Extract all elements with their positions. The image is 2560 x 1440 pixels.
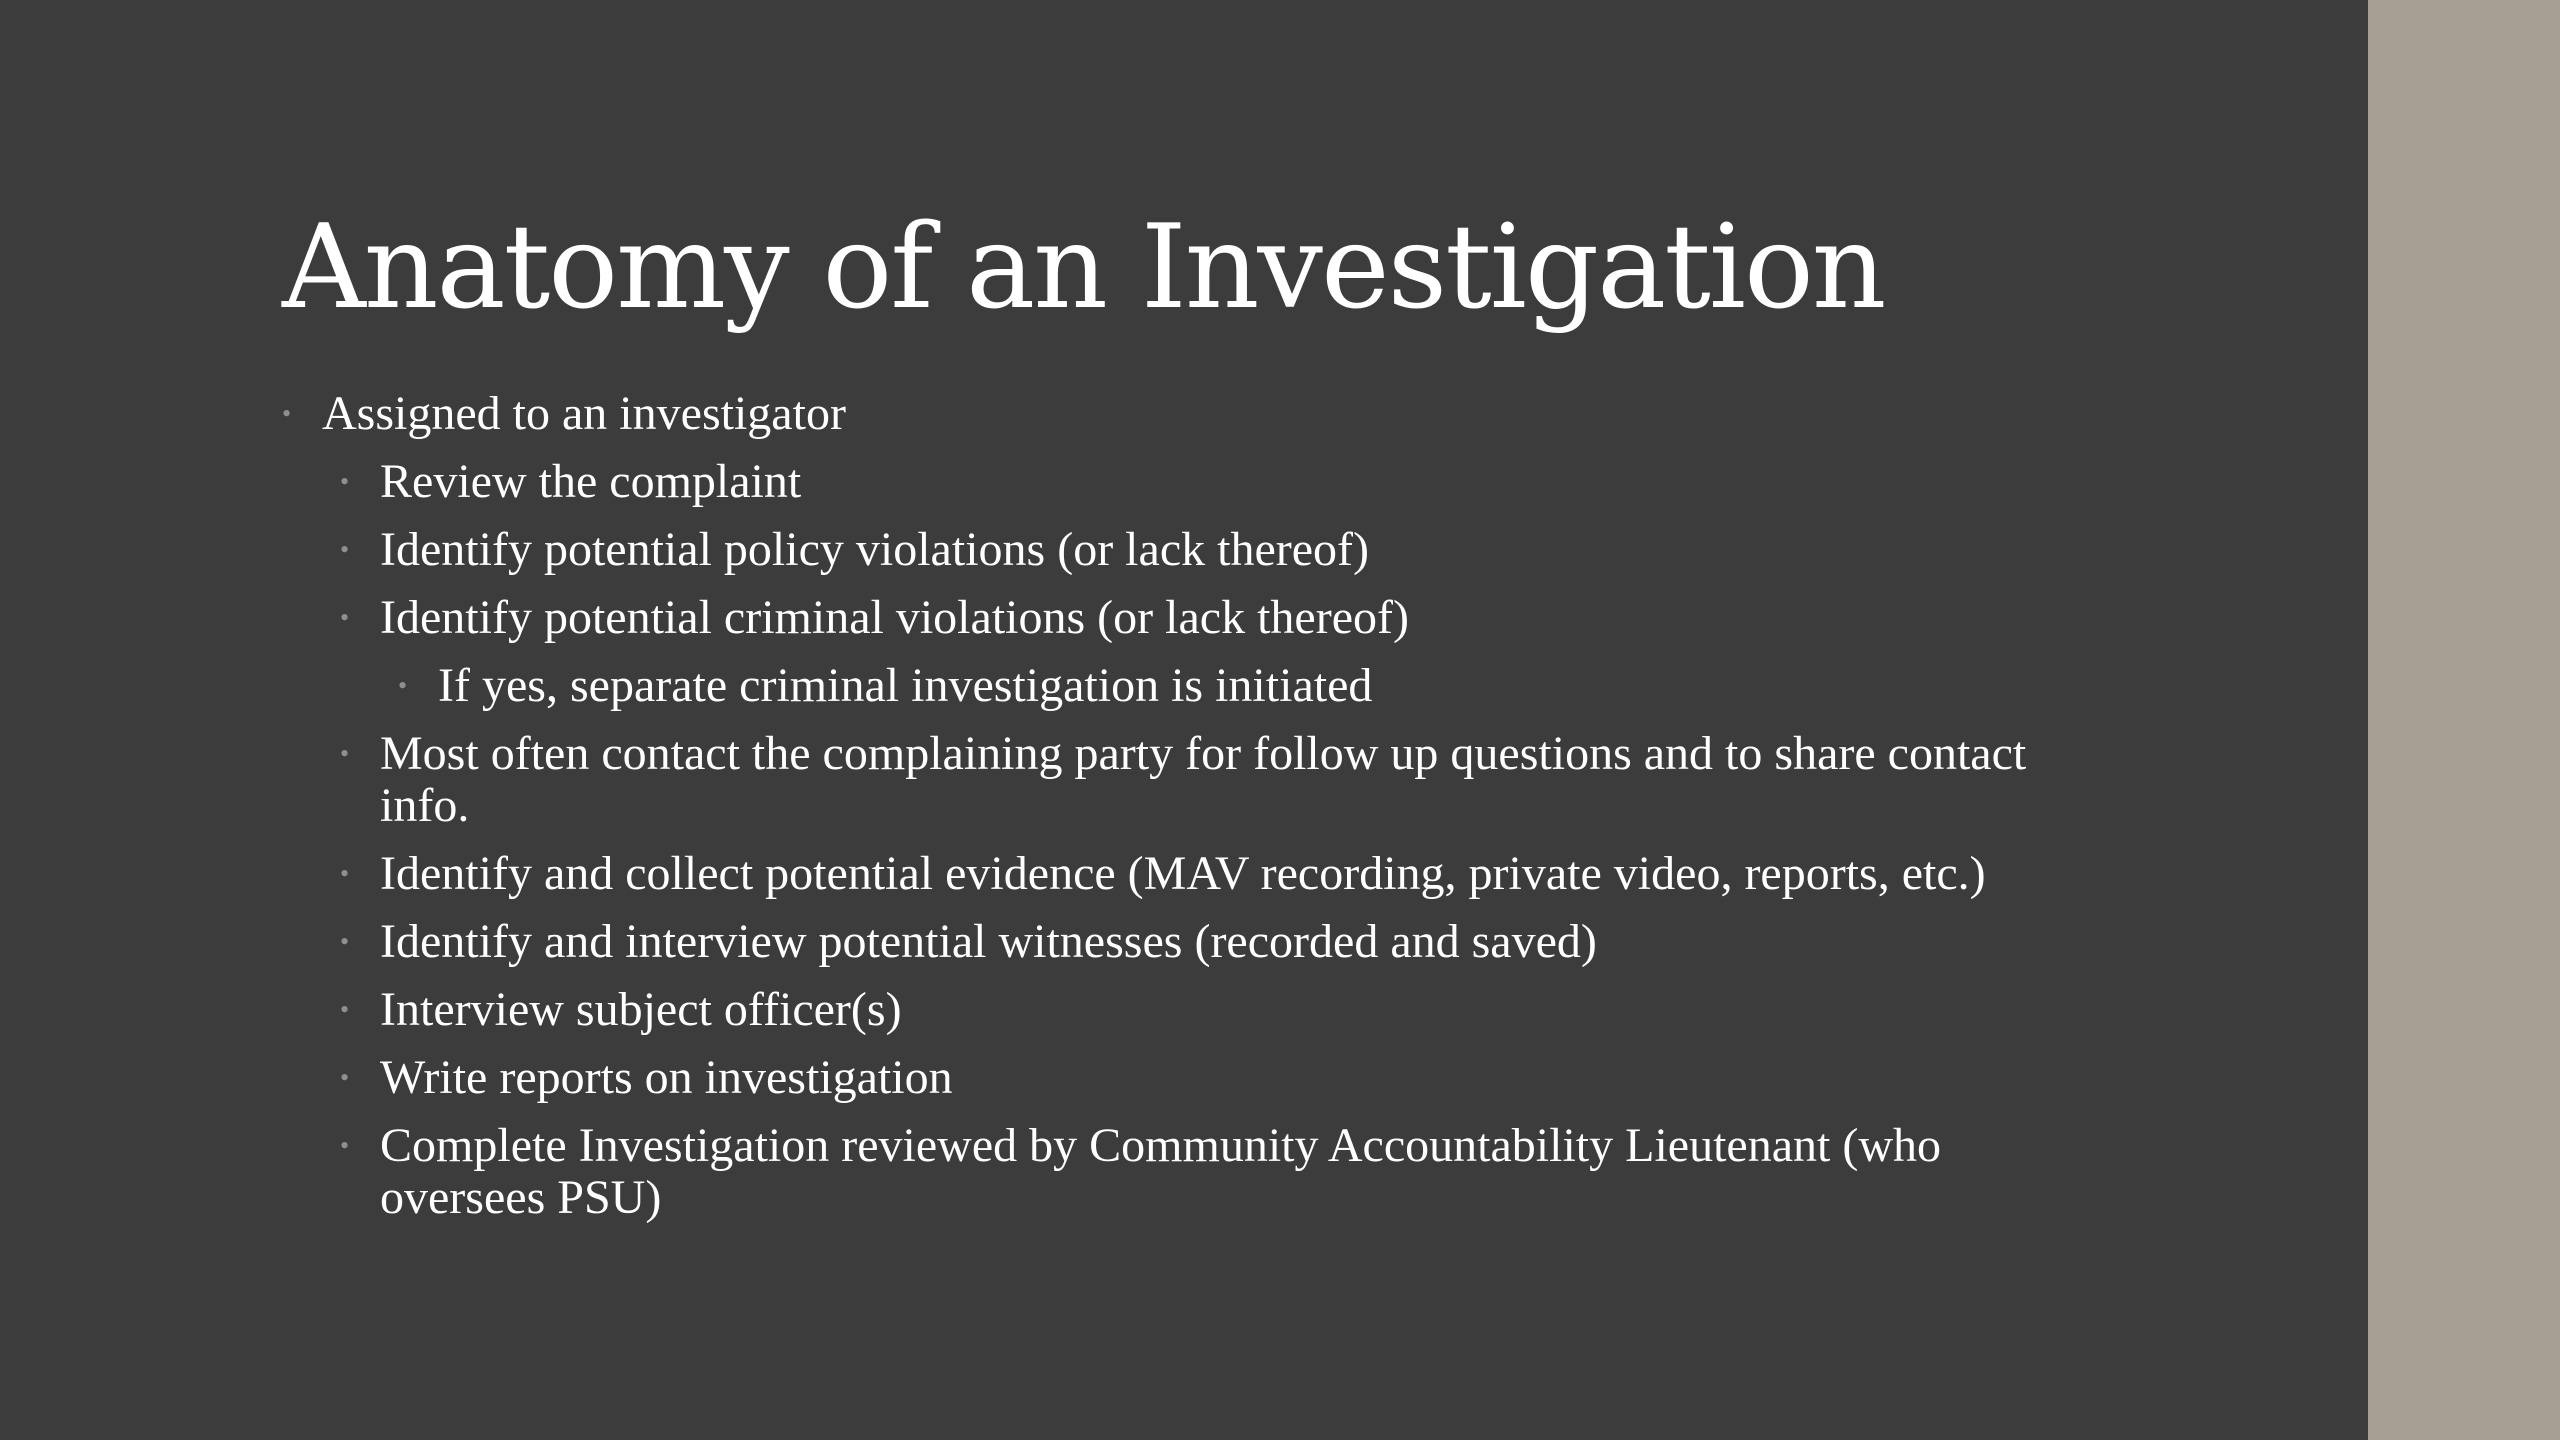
bullet-item bbox=[282, 388, 2102, 440]
bullet-dot-icon: • bbox=[340, 927, 350, 956]
bullet-item bbox=[282, 592, 2102, 644]
bullet-item bbox=[282, 728, 2102, 832]
bullet-text: Complete Investigation reviewed by Community Accountability Lieutenant (who oversees PSU) bbox=[380, 1119, 1942, 1224]
bullet-dot-icon: • bbox=[340, 603, 350, 632]
accent-side-bar bbox=[2368, 0, 2560, 1440]
bullet-dot-icon: • bbox=[398, 671, 408, 700]
bullet-dot-icon: • bbox=[340, 739, 350, 768]
bullet-dot-icon: • bbox=[340, 859, 350, 888]
bullet-item bbox=[282, 848, 2102, 900]
bullet-text: Identify and interview potential witnesses (recorded and saved) bbox=[380, 915, 1597, 968]
slide-body bbox=[282, 388, 2102, 1240]
bullet-dot-icon: • bbox=[340, 467, 350, 496]
bullet-text: Identify and collect potential evidence (MAV recording, private video, reports, etc.) bbox=[380, 847, 1986, 900]
bullet-item bbox=[282, 916, 2102, 968]
bullet-dot-icon: • bbox=[282, 399, 292, 428]
bullet-item bbox=[282, 524, 2102, 576]
bullet-text: Most often contact the complaining party for follow up questions and to share contact info. bbox=[380, 727, 2027, 832]
bullet-list bbox=[282, 388, 2102, 1224]
bullet-text: If yes, separate criminal investigation is initiated bbox=[438, 659, 1373, 712]
bullet-text: Write reports on investigation bbox=[380, 1051, 953, 1104]
bullet-dot-icon: • bbox=[340, 535, 350, 564]
bullet-text: Identify potential criminal violations (or lack thereof) bbox=[380, 591, 1409, 644]
bullet-text: Identify potential policy violations (or lack thereof) bbox=[380, 523, 1370, 576]
bullet-item bbox=[282, 1120, 2102, 1224]
bullet-item bbox=[282, 1052, 2102, 1104]
slide-title: Anatomy of an Investigation bbox=[282, 200, 1885, 335]
bullet-item bbox=[282, 456, 2102, 508]
bullet-dot-icon: • bbox=[340, 995, 350, 1024]
bullet-item bbox=[282, 984, 2102, 1036]
bullet-dot-icon: • bbox=[340, 1063, 350, 1092]
bullet-text: Interview subject officer(s) bbox=[380, 983, 902, 1036]
bullet-text: Assigned to an investigator bbox=[322, 387, 846, 440]
bullet-item bbox=[282, 660, 2102, 712]
bullet-text: Review the complaint bbox=[380, 455, 802, 508]
bullet-dot-icon: • bbox=[340, 1131, 350, 1160]
